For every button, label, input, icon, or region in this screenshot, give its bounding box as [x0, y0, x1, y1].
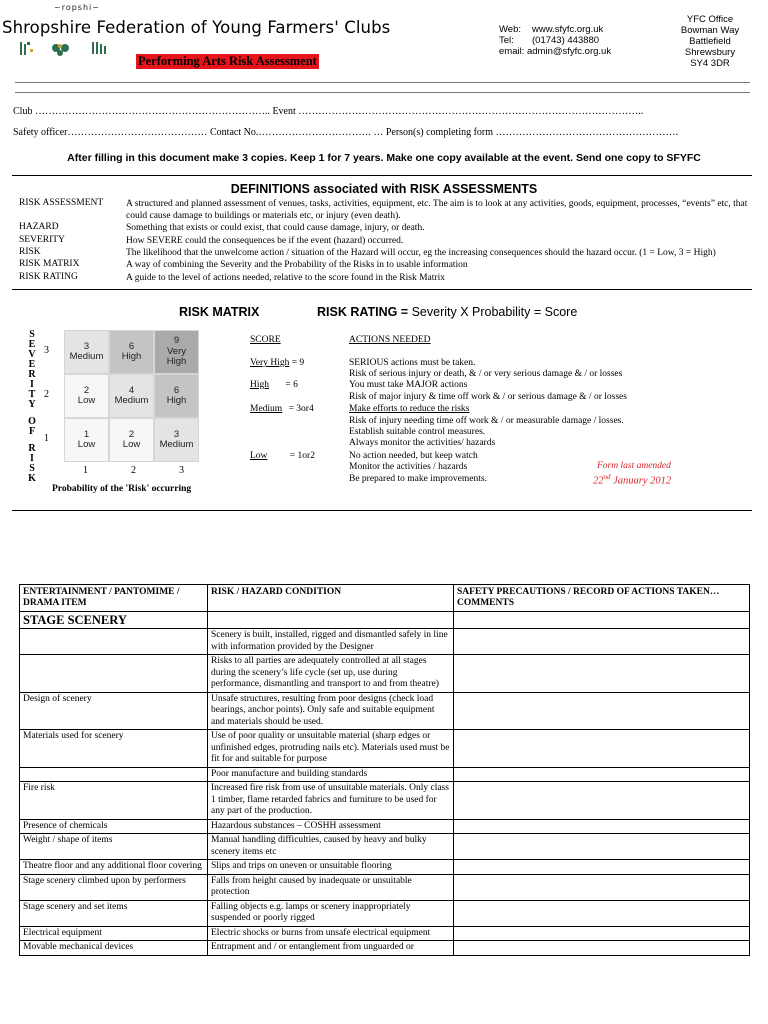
severity-label-letter: Y: [28, 399, 36, 410]
score-header: SCORE: [250, 335, 281, 345]
def-term: RISK ASSESSMENT: [19, 198, 104, 208]
hazard-item-cell: [20, 655, 208, 693]
risk-rating-formula: Severity X Probability = Score: [411, 305, 578, 319]
section-row: [20, 612, 750, 629]
severity-label-letter: I: [30, 379, 34, 390]
action-line: Risk of injury needing time off work & / or measurable damage / losses.: [349, 416, 624, 426]
matrix-cell-label: Medium: [69, 351, 104, 362]
table-row: [20, 941, 750, 956]
divider: [15, 92, 750, 93]
risk-matrix-grid: [64, 330, 199, 462]
hazard-item-cell: Electrical equipment: [20, 926, 208, 941]
def-term: HAZARD: [19, 222, 59, 232]
def-term: RISK: [19, 247, 41, 257]
severity-label-letter: F: [28, 426, 36, 437]
severity-label-letter: S: [29, 329, 35, 340]
hazard-item-cell: Theatre floor and any additional floor covering: [20, 860, 208, 875]
def-text: A guide to the level of actions needed, relative to the score found in the Risk Matrix: [126, 273, 445, 283]
web-label: Web:: [499, 24, 522, 35]
column-header-risk: RISK / HAZARD CONDITION: [208, 585, 454, 612]
tel-value: (01743) 443880: [532, 35, 600, 46]
matrix-cell-label: High: [121, 351, 142, 362]
severity-label-letter: R: [28, 443, 36, 454]
probability-tick: 2: [131, 465, 136, 476]
federation-title: Shropshire Federation of Young Farmers' Clubs: [2, 18, 391, 37]
logo-emblem-icon: [18, 40, 128, 60]
table-row: [20, 926, 750, 941]
column-header-precautions: SAFETY PRECAUTIONS / RECORD OF ACTIONS TAKEN… COMMENTS: [454, 585, 750, 612]
matrix-cell-label: Medium: [159, 439, 194, 450]
hazard-item-cell: Materials used for scenery: [20, 730, 208, 768]
matrix-cell-score: 1: [83, 428, 90, 440]
severity-label-letter: S: [29, 463, 35, 474]
severity-label-letter: E: [28, 359, 36, 370]
action-line: Be prepared to make improvements.: [349, 474, 487, 484]
risk-condition-cell: Electric shocks or burns from unsafe electrical equipment: [208, 926, 454, 941]
matrix-cell-score: 3: [83, 340, 90, 352]
severity-tick: 2: [44, 389, 49, 400]
matrix-cell-score: 9: [173, 335, 180, 347]
divider: [12, 510, 752, 511]
def-term: RISK MATRIX: [19, 259, 80, 269]
score-medium: [250, 404, 314, 414]
def-text: How SEVERE could the consequences be if the event (hazard) occurred.: [126, 236, 404, 246]
score-value: = 9: [291, 358, 305, 368]
hazard-item-cell: [20, 629, 208, 655]
severity-label-letter: E: [28, 339, 36, 350]
matrix-cell: [154, 418, 199, 462]
action-line: Monitor the activities / hazards: [349, 462, 468, 472]
instruction-text: After filling in this document make 3 copies. Keep 1 for 7 years. Make one copy available at the event. Send one copy to SFYFC: [67, 152, 701, 164]
logo-arc-text: ~ropshi~: [54, 3, 100, 12]
divider: [15, 82, 750, 83]
matrix-cell-score: 4: [128, 384, 135, 396]
matrix-cell-label: Very High: [166, 345, 187, 368]
table-row: [20, 730, 750, 768]
risk-condition-cell: Slips and trips on uneven or unsuitable flooring: [208, 860, 454, 875]
def-text: A structured and planned assessment of venues, tasks, activities, equipment, etc. The aim is to look at any activities, goods, equipment, processes, “events” etc, that could cause damage to buildings or materials etc, or injury (even death).: [126, 199, 748, 221]
severity-label-letter: T: [28, 389, 36, 400]
office-address: [656, 14, 764, 69]
risk-matrix-heading: RISK MATRIX: [179, 305, 260, 319]
definitions-heading: DEFINITIONS associated with RISK ASSESSMENTS: [230, 182, 538, 196]
hazard-item-cell: Weight / shape of items: [20, 834, 208, 860]
matrix-cell-score: 6: [173, 384, 180, 396]
table-row: [20, 767, 750, 782]
severity-tick: 3: [44, 345, 49, 356]
office-line: Battlefield: [689, 36, 731, 47]
action-line: SERIOUS actions must be taken.: [349, 358, 476, 368]
safety-precautions-cell[interactable]: [454, 941, 750, 956]
hazard-item-cell: Stage scenery and set items: [20, 900, 208, 926]
safety-precautions-cell[interactable]: [454, 860, 750, 875]
severity-axis-label: [25, 330, 39, 484]
matrix-cell: [64, 374, 109, 418]
severity-label-letter: R: [28, 369, 36, 380]
hazard-item-cell: Fire risk: [20, 782, 208, 820]
safety-precautions-cell[interactable]: [454, 692, 750, 730]
risk-rating-heading: [317, 305, 577, 319]
action-line: Always monitor the activities/ hazards: [349, 438, 496, 448]
def-term: SEVERITY: [19, 235, 65, 245]
score-name: High: [250, 380, 269, 390]
matrix-cell: [109, 330, 154, 374]
risk-condition-cell: Falling objects e.g. lamps or scenery inappropriately suspended or poorly rigged: [208, 900, 454, 926]
risk-assessment-table: [19, 584, 750, 956]
severity-tick: 1: [44, 433, 49, 444]
action-line: Make efforts to reduce the risks: [349, 404, 470, 414]
matrix-cell-label: Medium: [114, 395, 149, 406]
risk-condition-cell: Unsafe structures, resulting from poor designs (check load bearings, anchor points). Only safe and suitable equipment and materials should be used.: [208, 692, 454, 730]
severity-label-letter: I: [30, 453, 34, 464]
safety-precautions-cell[interactable]: [454, 926, 750, 941]
table-row: [20, 692, 750, 730]
table-row: [20, 834, 750, 860]
probability-axis-label: Probability of the 'Risk' occurring: [52, 484, 192, 494]
safety-precautions-cell[interactable]: [454, 782, 750, 820]
column-header-item: ENTERTAINMENT / PANTOMIME / DRAMA ITEM: [20, 585, 208, 612]
risk-rating-label: RISK RATING =: [317, 305, 409, 319]
matrix-cell-score: 3: [173, 428, 180, 440]
form-amended-date: [593, 473, 671, 487]
hazard-item-cell: [20, 767, 208, 782]
score-value: = 3or4: [288, 404, 314, 414]
matrix-cell-label: Low: [77, 439, 96, 450]
date-suffix: nd: [603, 473, 611, 481]
score-name: Low: [250, 451, 268, 461]
safety-precautions-cell[interactable]: [454, 819, 750, 834]
score-name: Very High: [250, 358, 290, 368]
tel-label: Tel:: [499, 35, 514, 46]
table-header-row: [20, 585, 750, 612]
score-name: Medium: [250, 404, 283, 414]
email-label: email:: [499, 46, 525, 57]
table-row: [20, 629, 750, 655]
date-rest: January 2012: [610, 475, 672, 487]
def-text: A way of combining the Severity and the Probability of the Risks in to usable information: [126, 260, 468, 270]
date-day: 22: [593, 475, 604, 487]
table-row: [20, 900, 750, 926]
safety-precautions-cell[interactable]: [454, 730, 750, 768]
def-term: RISK RATING: [19, 272, 78, 282]
score-value: = 6: [285, 380, 298, 390]
risk-condition-cell: Risks to all parties are adequately controlled at all stages during the scenery’s life cycle (set up, use during performance, dismantling and transport to and from theatre): [208, 655, 454, 693]
risk-condition-cell: Poor manufacture and building standards: [208, 767, 454, 782]
matrix-cell: [154, 374, 199, 418]
matrix-cell-score: 6: [128, 340, 135, 352]
score-very-high: [250, 358, 304, 368]
severity-label-letter: O: [28, 416, 36, 427]
club-event-field[interactable]: Club …………………………………………………………….. Event …………………………………………………………………………………………..: [13, 106, 644, 117]
table-row: [20, 819, 750, 834]
table-row: [20, 782, 750, 820]
risk-condition-cell: Manual handling difficulties, caused by heavy and bulky scenery items etc: [208, 834, 454, 860]
web-link[interactable]: www.sfyfc.org.uk: [532, 24, 604, 35]
severity-label-letter: K: [28, 473, 36, 484]
safety-precautions-cell[interactable]: [454, 834, 750, 860]
matrix-cell-score: 2: [83, 384, 90, 396]
score-value: = 1or2: [289, 451, 315, 461]
risk-condition-cell: Falls from height caused by inadequate or unsuitable protection: [208, 874, 454, 900]
actions-header: ACTIONS NEEDED: [349, 335, 431, 345]
matrix-cell: [154, 330, 199, 374]
form-title: Performing Arts Risk Assessment: [138, 54, 317, 68]
table-row: [20, 874, 750, 900]
table-row: [20, 655, 750, 693]
office-line: YFC Office: [686, 14, 734, 25]
action-line: Establish suitable control measures.: [349, 427, 486, 437]
matrix-cell-label: High: [166, 395, 187, 406]
table-row: [20, 860, 750, 875]
divider: [12, 175, 752, 176]
email-link[interactable]: admin@sfyfc.org.uk: [526, 46, 612, 57]
safety-precautions-cell[interactable]: [454, 655, 750, 693]
matrix-cell: [109, 374, 154, 418]
matrix-cell: [64, 418, 109, 462]
score-low: [250, 451, 315, 461]
section-cell: [454, 612, 750, 629]
probability-tick: 3: [179, 465, 184, 476]
safety-precautions-cell[interactable]: [454, 767, 750, 782]
matrix-cell-label: Low: [122, 439, 141, 450]
section-cell: [208, 612, 454, 629]
office-line: Shrewsbury: [684, 47, 736, 58]
action-line: No action needed, but keep watch: [349, 451, 478, 461]
action-line: Risk of major injury & time off work & / or serious damage & / or losses: [349, 392, 627, 402]
risk-condition-cell: Hazardous substances – COSHH assessment: [208, 819, 454, 834]
risk-condition-cell: Entrapment and / or entanglement from unguarded or: [208, 941, 454, 956]
score-high: [250, 380, 298, 390]
def-text: The likelihood that the unwelcome action / situation of the Hazard will occur, eg the increasing consequences should the hazard occur. (1 = Low, 3 = High): [126, 248, 716, 258]
risk-condition-cell: Increased fire risk from use of unsuitable materials. Only class 1 timber, flame retarded fabrics and furniture to be used for any part of the production.: [208, 782, 454, 820]
divider: [12, 289, 752, 290]
matrix-cell-label: Low: [77, 395, 96, 406]
office-line: Bowman Way: [680, 25, 740, 36]
action-line: You must take MAJOR actions: [349, 380, 468, 390]
hazard-item-cell: Movable mechanical devices: [20, 941, 208, 956]
matrix-cell: [64, 330, 109, 374]
office-line: SY4 3DR: [690, 58, 730, 69]
safety-precautions-cell[interactable]: [454, 629, 750, 655]
risk-condition-cell: Use of poor quality or unsuitable material (sharp edges or unfinished edges, protruding nails etc). Materials used must be fit for and suitable for purpose: [208, 730, 454, 768]
probability-tick: 1: [83, 465, 88, 476]
matrix-cell-score: 2: [128, 428, 135, 440]
risk-condition-cell: Scenery is built, installed, rigged and dismantled safely in line with information provided by the Designer: [208, 629, 454, 655]
severity-label-letter: V: [28, 349, 36, 360]
safety-precautions-cell[interactable]: [454, 874, 750, 900]
safety-officer-field[interactable]: Safety officer…………………………………… Contact No.……………………………. … Person(s) completing form ……………………………………………….: [13, 127, 679, 138]
safety-precautions-cell[interactable]: [454, 900, 750, 926]
form-amended-label: Form last amended: [597, 461, 671, 471]
hazard-item-cell: Design of scenery: [20, 692, 208, 730]
matrix-cell: [109, 418, 154, 462]
section-title: STAGE SCENERY: [20, 612, 208, 629]
action-line: Risk of serious injury or death, & / or very serious damage & / or losses: [349, 369, 623, 379]
hazard-item-cell: Stage scenery climbed upon by performers: [20, 874, 208, 900]
hazard-item-cell: Presence of chemicals: [20, 819, 208, 834]
def-text: Something that exists or could exist, that could cause damage, injury, or death.: [126, 223, 425, 233]
contact-block: [499, 24, 611, 57]
